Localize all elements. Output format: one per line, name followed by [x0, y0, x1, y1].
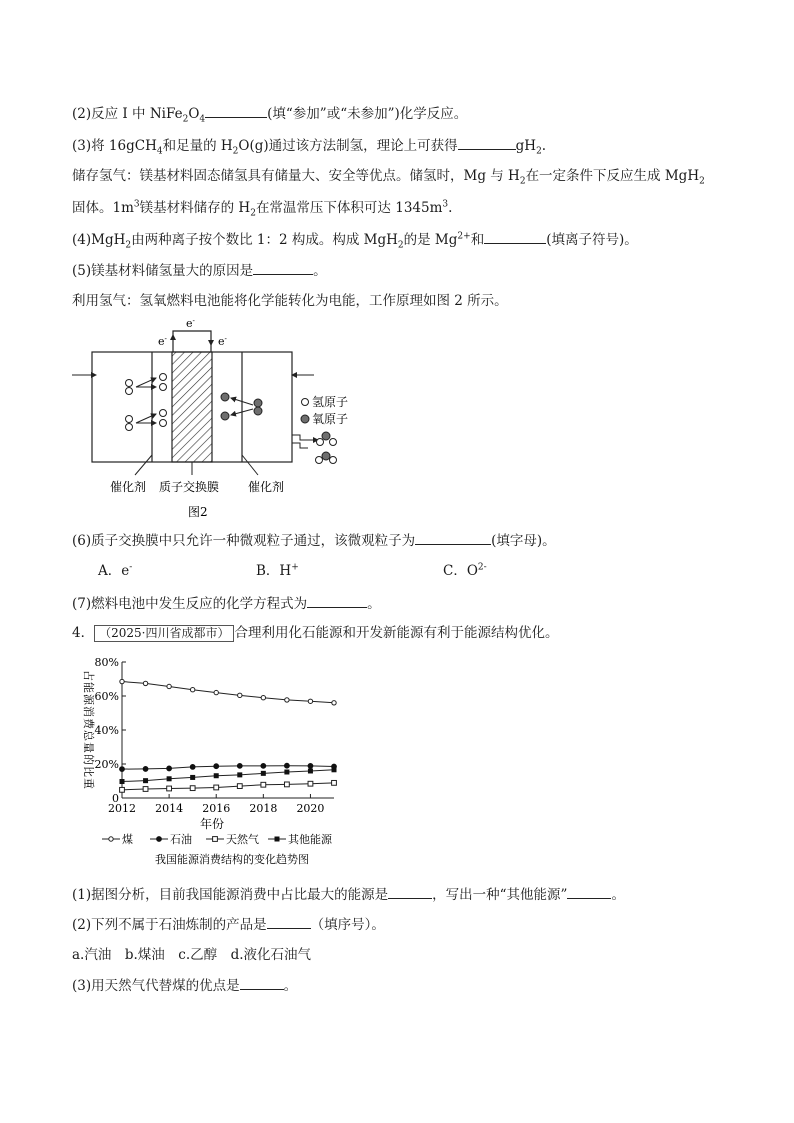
data-point — [214, 773, 219, 778]
data-point — [167, 786, 172, 791]
x-tick-label: 2020 — [296, 802, 325, 815]
outlet-pipe — [292, 435, 320, 440]
answer-blank[interactable] — [458, 136, 516, 150]
data-point — [143, 767, 148, 772]
electron-label-right: e- — [218, 335, 227, 348]
question-6: (6)质子交换膜中只允许一种微观粒子通过，该微观粒子为 (填字母)。 — [72, 533, 556, 549]
leader-left — [135, 455, 152, 475]
dissociation-arrows — [136, 378, 156, 423]
data-point — [120, 679, 124, 683]
data-point — [120, 779, 125, 784]
source-tag: （2025·四川省成都市） — [94, 625, 234, 642]
legend-label: 天然气 — [226, 833, 259, 846]
y-tick-label: 40% — [94, 724, 119, 737]
legend-hydrogen: 氢原子 — [312, 395, 349, 409]
data-point — [214, 785, 219, 790]
energy-consumption-chart — [72, 648, 362, 870]
x-tick-label: 2012 — [108, 802, 136, 815]
data-point — [308, 781, 313, 786]
question-7: (7)燃料电池中发生反应的化学方程式为 。 — [72, 596, 381, 612]
x-tick-label: 2016 — [202, 802, 231, 815]
y-tick-label: 20% — [94, 758, 119, 771]
data-point — [190, 775, 195, 780]
y-tick-label: 0 — [112, 792, 119, 805]
series-line — [122, 783, 334, 790]
answer-blank[interactable] — [253, 261, 313, 275]
data-point — [284, 769, 289, 774]
data-point — [167, 684, 171, 688]
question-3: (3)将 16gCH$_4$和足量的 $H_2O(g)$通过该方法制氢，理论上可获得 $gH_2$. — [72, 138, 547, 157]
storage-paragraph-line2: 固体。$1m^3$镁基材料储存的 $H_2$在常温常压下体积可达 $1345m^3$. — [72, 199, 453, 219]
legend-marker — [109, 837, 113, 841]
answer-blank[interactable] — [388, 885, 432, 899]
data-point — [261, 771, 266, 776]
fuel-cell-diagram — [60, 315, 380, 530]
series-line — [122, 766, 334, 769]
p4-question-2-options: a.汽油 b.煤油 c.乙醇 d.液化石油气 — [72, 947, 312, 963]
problem-4-stem: 4． （2025·四川省成都市） 合理利用化石能源和开发新能源有利于能源结构优化。 — [72, 625, 559, 641]
option-c[interactable]: C．$O^{2-}$ — [443, 562, 487, 579]
data-point — [237, 772, 242, 777]
answer-blank[interactable] — [484, 230, 546, 244]
data-point — [308, 768, 313, 773]
outlet-pipe-lower — [292, 443, 308, 448]
electron-label-left: e- — [158, 335, 167, 348]
data-point — [214, 690, 218, 694]
external-circuit — [173, 331, 211, 352]
label-catalyst-left: 催化剂 — [110, 480, 147, 494]
legend-oxygen: 氧原子 — [312, 412, 349, 426]
y-tick-label: 60% — [94, 690, 119, 703]
chart-series — [120, 679, 337, 792]
chart-ylabel: 占能源消费总量的比重 — [82, 670, 95, 790]
storage-paragraph-line1: 储存氢气：镁基材料固态储氢具有储量大、安全等优点。储氢时，Mg 与 $H_2$在一定条件下反应生成 MgH$_2$ — [72, 168, 705, 187]
data-point — [190, 786, 195, 791]
answer-blank[interactable] — [567, 885, 611, 899]
data-point — [261, 696, 265, 700]
chart-axes — [95, 656, 334, 815]
data-point — [143, 787, 148, 792]
y-tick-label: 80% — [94, 656, 119, 669]
data-point — [332, 701, 336, 705]
question-5: (5)镁基材料储氢量大的原因是 。 — [72, 263, 327, 279]
chart-xlabel: 年份 — [199, 817, 225, 831]
data-point — [143, 778, 148, 783]
legend-marker — [213, 837, 218, 842]
p4-question-3: (3)用天然气代替煤的优点是 。 — [72, 978, 298, 994]
legend-label: 煤 — [122, 833, 133, 846]
answer-blank[interactable] — [415, 531, 491, 545]
question-2: (2)反应 I 中 $NiFe_2O_4$ (填“参加”或“未参加”)化学反应。 — [72, 106, 468, 125]
data-point — [238, 693, 242, 697]
legend-marker — [275, 837, 280, 842]
x-tick-label: 2014 — [155, 802, 184, 815]
series-line — [122, 682, 334, 703]
water-molecules — [316, 432, 337, 464]
p4-question-1: (1)据图分析，目前我国能源消费中占比最大的能源是 ，写出一种“其他能源” 。 — [72, 887, 625, 903]
option-a[interactable]: A．e- — [98, 562, 133, 579]
data-point — [190, 688, 194, 692]
hydrogen-legend-icon — [302, 399, 309, 406]
usage-paragraph: 利用氢气：氢氧燃料电池能将化学能转化为电能，工作原理如图 2 所示。 — [72, 293, 508, 309]
label-membrane: 质子交换膜 — [159, 480, 220, 494]
label-catalyst-right: 催化剂 — [248, 480, 285, 494]
chart-title: 我国能源消费结构的变化趋势图 — [155, 853, 309, 866]
data-point — [308, 763, 313, 768]
series-filled-circle — [120, 763, 337, 771]
data-point — [284, 763, 289, 768]
answer-blank[interactable] — [240, 976, 284, 990]
electron-label-top: e- — [186, 317, 195, 330]
data-point — [332, 767, 337, 772]
data-point — [284, 782, 289, 787]
data-point — [261, 763, 266, 768]
data-point — [285, 698, 289, 702]
oxygen-legend-icon — [301, 415, 309, 423]
data-point — [308, 699, 312, 703]
x-tick-label: 2018 — [249, 802, 278, 815]
data-point — [120, 767, 125, 772]
p4-question-2: (2)下列不属于石油炼制的产品是 （填序号）。 — [72, 917, 385, 933]
proton-exchange-membrane — [172, 352, 212, 462]
data-point — [261, 782, 266, 787]
data-point — [214, 764, 219, 769]
data-point — [237, 784, 242, 789]
series-line — [122, 770, 334, 782]
data-point — [167, 776, 172, 781]
series-filled-square — [120, 767, 337, 784]
answer-blank[interactable] — [307, 594, 367, 608]
data-point — [190, 764, 195, 769]
leader-right — [242, 455, 258, 475]
series-open-circle — [120, 679, 336, 705]
data-point — [167, 766, 172, 771]
answer-blank[interactable] — [267, 915, 311, 929]
data-point — [143, 681, 147, 685]
data-point — [332, 780, 337, 785]
series-open-square — [120, 780, 337, 792]
question-4: (4)MgH$_2$由两种离子按个数比 1：2 构成。构成 MgH$_2$的是 $Mg^{2+}$和 (填离子符号)。 — [72, 231, 638, 251]
legend-label: 石油 — [170, 833, 192, 846]
data-point — [237, 763, 242, 768]
legend-label: 其他能源 — [288, 833, 332, 846]
figure-caption: 图2 — [188, 505, 208, 519]
option-b[interactable]: B．H+ — [256, 562, 299, 579]
answer-blank[interactable] — [205, 104, 267, 118]
legend-marker — [157, 837, 162, 842]
data-point — [120, 787, 125, 792]
chart-legend — [102, 832, 333, 846]
